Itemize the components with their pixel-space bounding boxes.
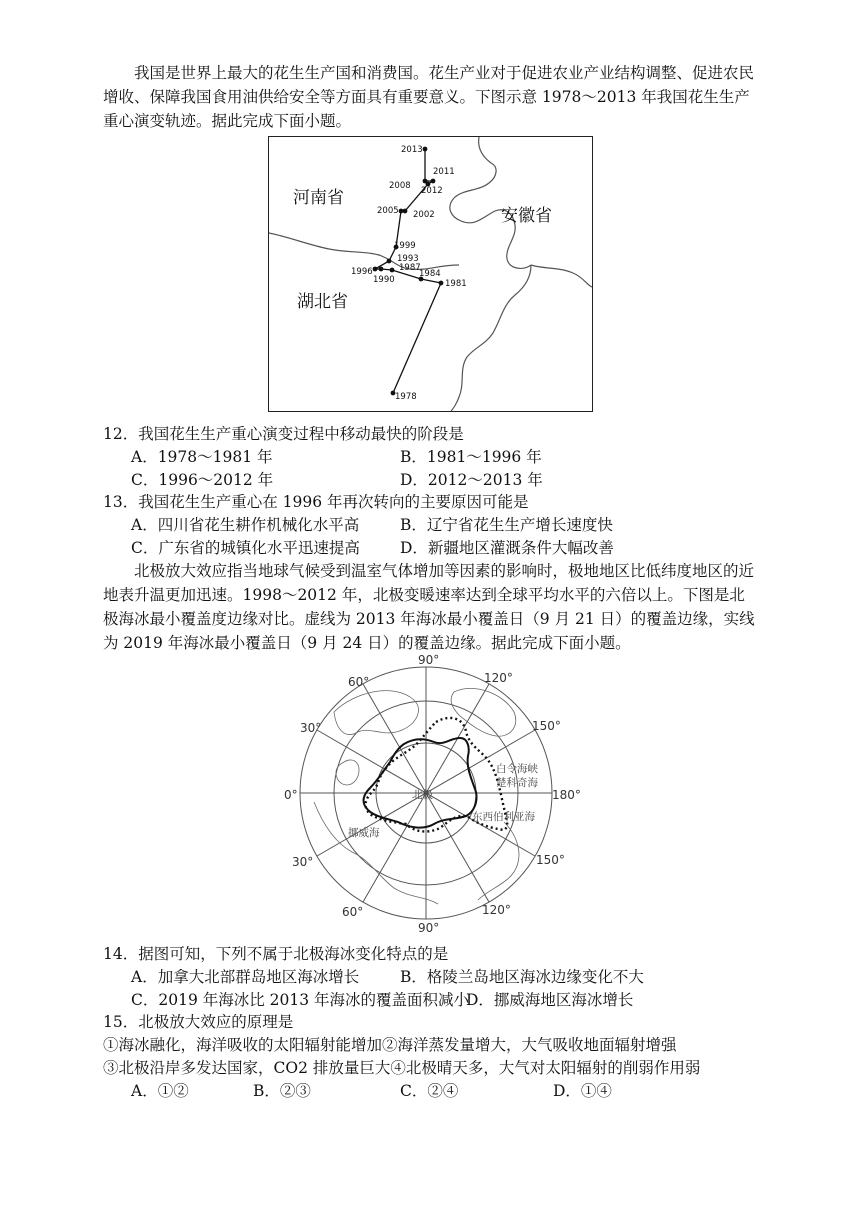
label-east-siberian: 东西伯利亚海 [472,811,535,823]
henan-hubei-border [269,233,459,269]
q12-stem: 12．我国花生生产重心演变过程中移动最快的阶段是 [103,425,464,443]
q14-stem: 14．据图可知，下列不属于北极海冰变化特点的是 [103,945,449,963]
deg-tl-60: 60° [348,675,370,689]
year-2011: 2011 [433,167,455,177]
deg-left-0: 0° [284,788,298,802]
q12-option-a[interactable]: A．1978～1981 年 [131,448,273,466]
label-henan: 河南省 [293,188,344,208]
deg-tr-120: 120° [484,671,513,685]
year-1993: 1993 [397,254,419,264]
intro-peanut: 我国是世界上最大的花生生产国和消费国。花生产业对于促进农业产业结构调整、促进农民增收、保障我国食用油供给安全等方面具有重要意义。下图示意 1978～2013 年我国花生生产重心演变轨迹。据此完成下面小题。 [103,64,755,130]
arctic-map-svg [274,652,590,934]
q15-stem: 15．北极放大效应的原理是 [103,1013,294,1031]
label-north-pole: 北极 [412,789,433,801]
q14-option-a[interactable]: A．加拿大北部群岛地区海冰增长 [131,968,360,986]
q14-option-b[interactable]: B．格陵兰岛地区海冰边缘变化不大 [400,968,644,986]
q15-statement-2: ③北极沿岸多发达国家，CO2 排放量巨大④北极晴天多，大气对太阳辐射的削弱作用弱 [103,1059,701,1077]
deg-bottom-90: 90° [418,921,440,934]
year-2008: 2008 [389,181,411,191]
q13-option-b[interactable]: B．辽宁省花生生产增长速度快 [400,516,613,534]
deg-top-90: 90° [418,653,440,667]
deg-tl-30: 30° [300,721,322,735]
label-anhui: 安徽省 [501,206,552,226]
q12-option-c[interactable]: C．1996～2012 年 [131,471,274,489]
arctic-ice-map [274,652,590,934]
deg-right-180: 180° [552,788,581,802]
deg-br-150: 150° [536,853,565,867]
year-1981: 1981 [445,279,467,289]
peanut-center-map [268,136,593,412]
year-2005: 2005 [377,206,399,216]
deg-tr-150: 150° [532,719,561,733]
label-bering: 白令海峡 [496,763,538,775]
year-2002: 2002 [413,210,435,220]
year-1984: 1984 [419,269,441,279]
q15-option-d[interactable]: D．①④ [553,1082,612,1100]
q13-option-d[interactable]: D．新疆地区灌溉条件大幅改善 [400,539,614,557]
q14-option-d[interactable]: D．挪威海地区海冰增长 [466,991,634,1009]
year-1978: 1978 [395,392,417,402]
q15-option-b[interactable]: B．②③ [253,1082,311,1100]
year-1987: 1987 [399,263,421,273]
henan-anhui-border [450,137,531,268]
label-norwegian: 挪威海 [348,827,380,839]
q12-option-b[interactable]: B．1981～1996 年 [400,448,542,466]
label-chukchi: 楚科奇海 [496,777,538,789]
label-hubei: 湖北省 [297,292,348,312]
deg-bl-30: 30° [292,855,314,869]
intro-arctic: 北极放大效应指当地球气候受到温室气体增加等因素的影响时，极地地区比低纬度地区的近地表升温更加迅速。1998～2012 年，北极变暖速率达到全球平均水平的六倍以上。下图是北极海冰最小覆盖度边缘对比。虚线为 2013 年海冰最小覆盖日（9 月 21 日）的覆盖边缘，实线为 2019 年海冰最小覆盖日（9 月 24 日）的覆盖边缘。据此完成下面小题。 [103,562,755,652]
q15-option-a[interactable]: A．①② [131,1082,189,1100]
peanut-map-svg [269,137,592,411]
year-1999: 1999 [394,241,416,251]
q14-option-c[interactable]: C．2019 年海冰比 2013 年海冰的覆盖面积减小 [131,991,470,1009]
q13-option-c[interactable]: C．广东省的城镇化水平迅速提高 [131,539,360,557]
year-1990: 1990 [373,275,395,285]
year-2013: 2013 [401,145,423,155]
q15-option-c[interactable]: C．②④ [400,1082,459,1100]
year-2012: 2012 [421,186,443,196]
q15-statement-1: ①海冰融化，海洋吸收的太阳辐射能增加②海洋蒸发量增大，大气吸收地面辐射增强 [103,1036,677,1054]
q13-option-a[interactable]: A．四川省花生耕作机械化水平高 [131,516,360,534]
deg-bl-60: 60° [342,905,364,919]
deg-br-120: 120° [482,903,511,917]
year-1996: 1996 [351,267,373,277]
q13-stem: 13．我国花生生产重心在 1996 年再次转向的主要原因可能是 [103,493,529,511]
anhui-border-east [531,265,592,287]
q12-option-d[interactable]: D．2012～2013 年 [400,471,543,489]
